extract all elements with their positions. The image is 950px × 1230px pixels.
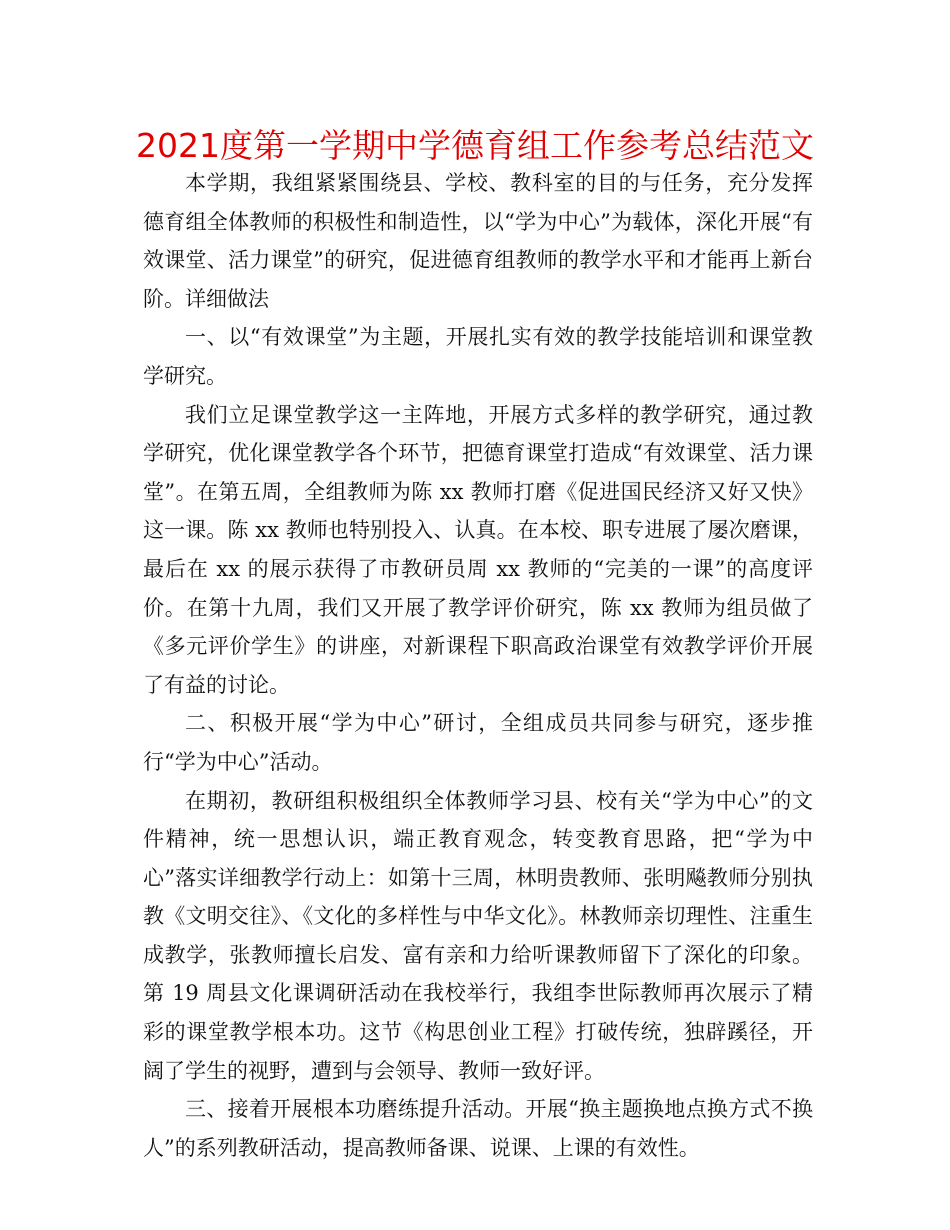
document-body — [143, 164, 813, 1167]
paragraph-intro: 本学期，我组紧紧围绕县、学校、教科室的目的与任务，充分发挥德育组全体教师的积极性和制造性，以“学为中心”为载体，深化开展“有效课堂、活力课堂”的研究，促进德育组教师的教学水平和才能再上新台阶。详细做法 — [143, 171, 813, 311]
document-title: 2021度第一学期中学德育组工作参考总结范文 — [136, 126, 814, 165]
paragraph-section-1-heading: 一、以“有效课堂”为主题，开展扎实有效的教学技能培训和课堂教学研究。 — [143, 325, 813, 388]
paragraph-section-3: 三、接着开展根本功磨练提升活动。开展“换主题换地点换方式不换人”的系列教研活动，提高教师备课、说课、上课的有效性。 — [143, 1097, 813, 1160]
paragraph-section-1-body: 我们立足课堂教学这一主阵地，开展方式多样的教学研究，通过教学研究，优化课堂教学各个环节，把德育课堂打造成“有效课堂、活力课堂”。在第五周，全组教师为陈 xx 教师打磨《促进国民经济又好又快》这一课。陈 xx 教师也特别投入、认真。在本校、职专进展了屡次磨课，最后在 xx 的展示获得了市教研员周 xx 教师的“完美的一课”的高度评价。在第十九周，我们又开展了教学评价研究，陈 xx 教师为组员做了《多元评价学生》的讲座，对新课程下职高政治课堂有效教学评价开展了有益的讨论。 — [143, 402, 813, 697]
paragraph-section-2-body: 在期初，教研组积极组织全体教师学习县、校有关“学为中心”的文件精神，统一思想认识，端正教育观念，转变教育思路，把“学为中心”落实详细教学行动上：如第十三周，林明贵教师、张明飚教师分别执教《文明交往》、《文化的多样性与中华文化》。林教师亲切理性、注重生成教学，张教师擅长启发、富有亲和力给听课教师留下了深化的印象。第 19 周县文化课调研活动在我校举行，我组李世际教师再次展示了精彩的课堂教学根本功。这节《构思创业工程》打破传统，独辟蹊径，开阔了学生的视野，遭到与会领导、教师一致好评。 — [143, 788, 813, 1083]
paragraph-section-2-heading: 二、积极开展“学为中心”研讨，全组成员共同参与研究，逐步推行“学为中心”活动。 — [143, 711, 813, 774]
